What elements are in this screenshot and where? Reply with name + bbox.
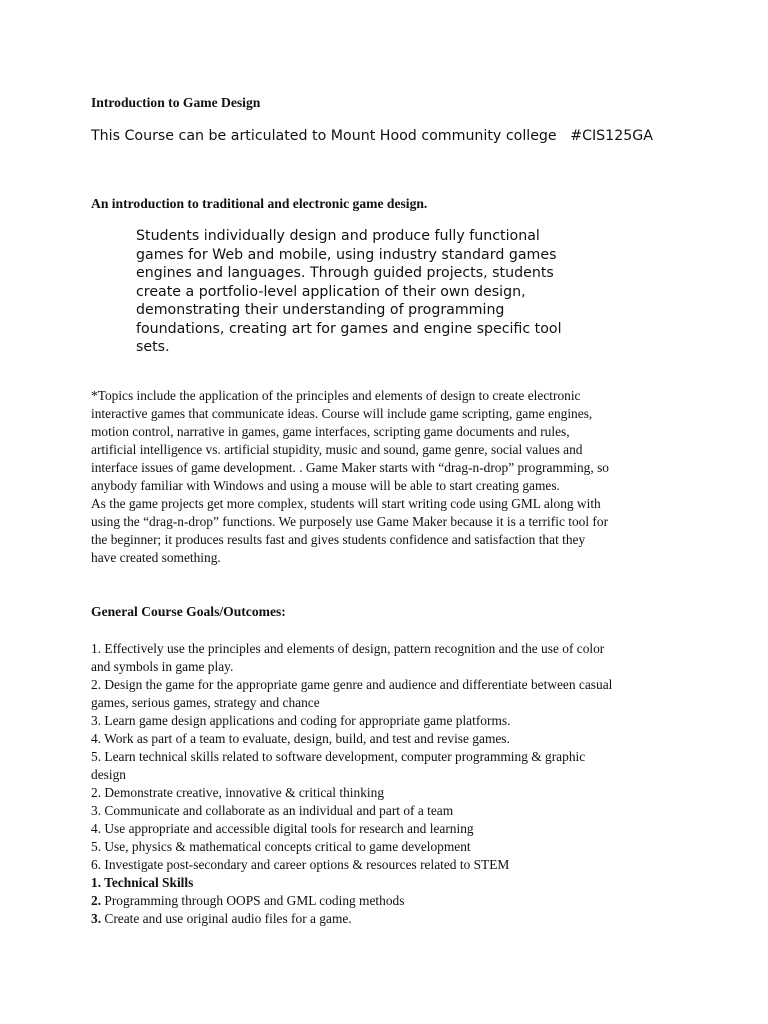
topics-line: *Topics include the application of the principles and elements of design to create electronic [91,388,581,403]
goal-line: 1. Effectively use the principles and elements of design, pattern recognition and the use of color [91,641,605,656]
document-title: Introduction to Game Design [91,95,261,110]
goal-line: 2. Design the game for the appropriate game genre and audience and differentiate between casual [91,677,613,692]
skill-number: 3. [91,911,102,926]
topics-line: interactive games that communicate ideas. Course will include game scripting, game engines, [91,406,593,421]
goal-line: 5. Use, physics & mathematical concepts critical to game development [91,839,471,854]
skill-number: 2. [91,893,102,908]
course-description [136,227,606,357]
course-subheading: An introduction to traditional and electronic game design. [91,196,428,211]
goal-line: 5. Learn technical skills related to software development, computer programming & graphic [91,749,586,764]
skill-item [91,910,691,928]
topics-line: anybody familiar with Windows and using a mouse will be able to start creating games. [91,478,560,493]
description-line: games for Web and mobile, using industry standard games [136,246,557,263]
description-line: create a portfolio-level application of their own design, [136,283,526,300]
goal-line: 6. Investigate post-secondary and career options & resources related to STEM [91,857,510,872]
description-line: engines and languages. Through guided projects, students [136,265,554,281]
skill-item [91,874,691,892]
goal-line: 4. Use appropriate and accessible digital tools for research and learning [91,821,474,836]
skill-text: Programming through OOPS and GML coding methods [101,893,405,908]
goals-list [91,640,691,928]
goal-line: 3. Communicate and collaborate as an individual and part of a team [91,803,454,818]
topics-line: interface issues of game development. . Game Maker starts with “drag-n-drop” programming, so [91,460,609,475]
topics-line: As the game projects get more complex, students will start writing code using GML along with [91,496,601,511]
topics-line: using the “drag-n-drop” functions. We purposely use Game Maker because it is a terrific tool for [91,514,609,529]
topics-line: motion control, narrative in games, game interfaces, scripting game documents and rules, [91,424,570,439]
description-line: Students individually design and produce fully functional [136,228,540,244]
goal-line: 3. Learn game design applications and coding for appropriate game platforms. [91,713,511,728]
topics-line: have created something. [91,550,221,565]
goal-line: 2. Demonstrate creative, innovative & critical thinking [91,785,385,800]
goals-heading: General Course Goals/Outcomes: [91,604,286,619]
description-line: demonstrating their understanding of programming [136,302,505,318]
topics-line: artificial intelligence vs. artificial stupidity, music and sound, game genre, social values and [91,442,583,457]
goal-line: games, serious games, strategy and chance [91,695,320,710]
topics-paragraph [91,387,691,567]
skill-item [91,892,691,910]
skill-text: Create and use original audio files for a game. [101,911,352,926]
description-line: foundations, creating art for games and engine specific tool [136,320,562,337]
articulation-note: This Course can be articulated to Mount Hood community college #CIS125GA [91,128,653,144]
goal-line: and symbols in game play. [91,659,234,674]
skill-text: Technical Skills [101,875,194,890]
goal-line: design [91,767,126,782]
goal-line: 4. Work as part of a team to evaluate, design, build, and test and revise games. [91,731,510,746]
skill-number: 1. [91,875,102,890]
topics-line: the beginner; it produces results fast and gives students confidence and satisfaction that they [91,532,586,547]
description-line: sets. [136,339,170,355]
